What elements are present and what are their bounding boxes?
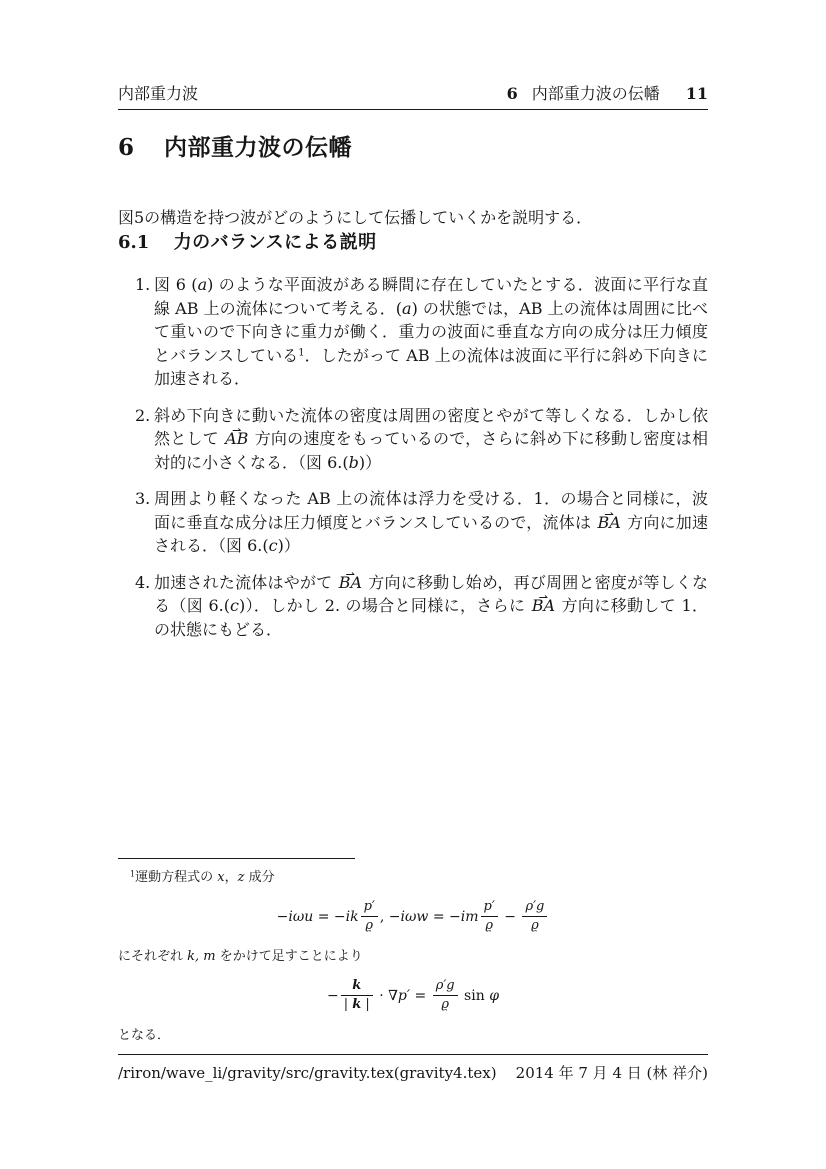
- item-text: 斜め下向きに動いた流体の密度は周囲の密度とやがて等しくなる．しかし依然として ⇀ AB 方向の速度をもっているので，さらに斜め下に移動し密度は相対的に小さくなる．（図 6.(b)）: [154, 406, 708, 472]
- subsection-title: 力のバランスによる説明: [173, 232, 377, 253]
- list-item: [118, 571, 708, 642]
- item-number: 3.: [135, 489, 151, 508]
- ordered-list: [118, 273, 708, 654]
- footer-date-author: 2014 年 7 月 4 日 (林 祥介): [515, 1064, 708, 1082]
- header-section-reference: [507, 84, 708, 104]
- intro-paragraph: 図5の構造を持つ波がどのようにして伝播していくかを説明する．: [118, 208, 593, 227]
- page-number: 11: [685, 84, 708, 103]
- item-number: 4.: [135, 572, 151, 592]
- header-section-title: 内部重力波の伝幡: [531, 84, 660, 103]
- item-number: 1.: [135, 275, 151, 294]
- section-heading: [118, 132, 708, 164]
- running-header: [118, 84, 708, 110]
- footnote: [118, 858, 708, 1045]
- item-text: 図 6 (a) のような平面波がある瞬間に存在していたとする．波面に平行な直線 AB 上の流体について考える．(a) の状態では，AB 上の流体は周囲に比べて重いので下向きに重力が働く．重力の波面に垂直な方向の成分は圧力傾度とバランスしている$^1$．したがって AB 上の流体は波面に平行に斜め下向きに加速される．: [154, 275, 708, 388]
- footnote-text-line3: となる．: [118, 1028, 171, 1044]
- page-footer: [118, 1054, 708, 1083]
- item-text: 加速された流体はやがて ⇀ BA 方向に移動し始め，再び周囲と密度が等しくなる（図 6.(c)）．しかし 2. の場合と同様に，さらに ⇀ BA 方向に移動して 1．の状態にもどる．: [154, 573, 708, 639]
- footnote-text-line2: にそれぞれ k, m をかけて足すことにより: [118, 949, 363, 965]
- item-number: 2.: [135, 405, 151, 425]
- list-item: [118, 487, 708, 558]
- header-section-number: 6: [506, 84, 518, 103]
- subsection-number: 6.1: [118, 232, 150, 253]
- header-doc-title: 内部重力波: [118, 84, 199, 103]
- footnote-equation-1: −iωu = −ik $\frac{p'}{ϱ}$ , −iωw = −im $\frac{p'}{ϱ}$ − $\frac{\rho'g}{ϱ}$: [118, 900, 708, 934]
- list-item: [118, 404, 708, 475]
- vector-notation: ⇀ BA: [531, 594, 556, 618]
- vector-notation: ⇀ BA: [338, 571, 363, 595]
- vector-notation: ⇀ BA: [596, 511, 621, 535]
- footnote-rule: [118, 858, 355, 859]
- section-number: 6: [118, 134, 135, 161]
- footnote-text-line1: $^1$運動方程式の x，z 成分: [130, 869, 275, 885]
- item-text: 周囲より軽くなった AB 上の流体は浮力を受ける．1．の場合と同様に，波面に垂直な成分は圧力傾度とバランスしているので，流体は ⇀ BA 方向に加速される．（図 6.(c)）: [154, 489, 708, 555]
- vector-notation: ⇀ AB: [224, 427, 249, 451]
- footer-file-path: /riron/wave_li/gravity/src/gravity.tex(gravity4.tex): [118, 1064, 497, 1082]
- subsection-heading: [118, 231, 708, 255]
- list-item: [118, 273, 708, 391]
- section-title: 内部重力波の伝幡: [164, 135, 353, 161]
- footnote-equation-2: − $\frac{k}{| k |}$ · ∇p′ = $\frac{\rho'g}{ϱ}$ sin φ: [326, 978, 500, 1013]
